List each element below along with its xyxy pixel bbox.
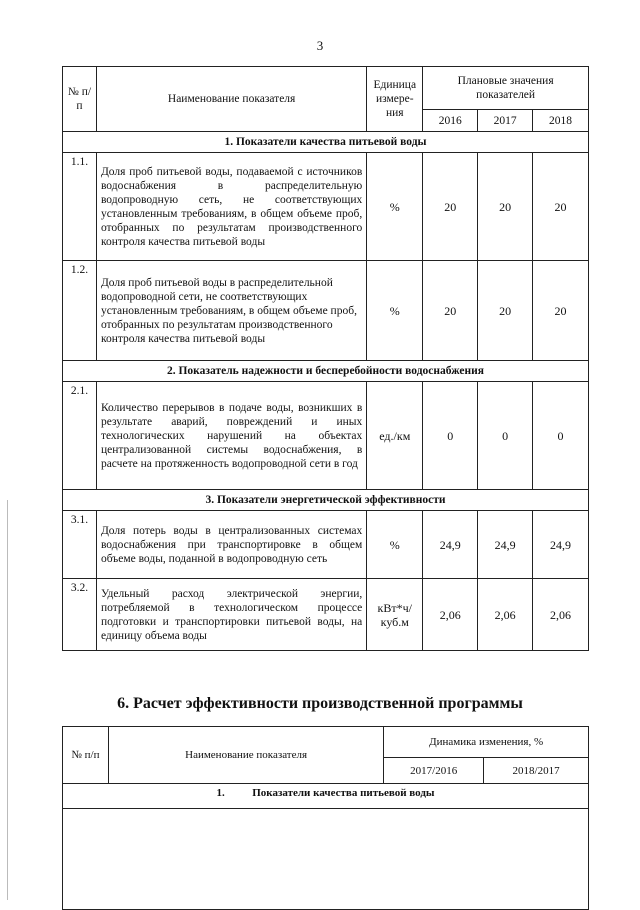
header-num: № п/п: [63, 67, 97, 132]
row-num: 1.1.: [63, 153, 97, 261]
plan-indicators-table: [62, 66, 589, 651]
section-title: 3. Показатели энергетической эффективности: [63, 490, 589, 511]
header-name: Наименование показателя: [108, 727, 383, 784]
header-year: 2017: [478, 110, 533, 132]
header-year: 2016: [423, 110, 478, 132]
header-dynamics: Динамика изменения, %: [384, 727, 589, 758]
header-period: 2017/2016: [384, 758, 484, 784]
header-num: № п/п: [63, 727, 109, 784]
unit-cell: %: [367, 153, 423, 261]
unit-cell: кВт*ч/ куб.м: [367, 579, 423, 651]
value-cell: 2,06: [423, 579, 478, 651]
header-year: 2018: [533, 110, 589, 132]
section-title: 2. Показатель надежности и бесперебойности водоснабжения: [63, 361, 589, 382]
value-cell: 20: [533, 261, 589, 361]
value-cell: 0: [478, 382, 533, 490]
value-cell: 24,9: [478, 511, 533, 579]
section-title: 1. Показатели качества питьевой воды: [63, 132, 589, 153]
header-name: Наименование показателя: [96, 67, 366, 132]
unit-cell: %: [367, 511, 423, 579]
indicator-name: Доля потерь воды в централизованных системах водоснабжения при транспортировке в общем объеме воды, поданной в водопроводную сеть: [96, 511, 366, 579]
scan-margin-line: [7, 500, 8, 900]
value-cell: 20: [478, 261, 533, 361]
indicator-name: Доля проб питьевой воды в распределительной водопроводной сети, не соответствующих установленным требованиям, в общем объеме проб, отобранных по результатам производственного контроля качества питьевой воды: [96, 261, 366, 361]
value-cell: 24,9: [533, 511, 589, 579]
table-continuation: [63, 809, 589, 910]
value-cell: 0: [423, 382, 478, 490]
value-cell: 20: [423, 153, 478, 261]
value-cell: 20: [533, 153, 589, 261]
value-cell: 0: [533, 382, 589, 490]
value-cell: 24,9: [423, 511, 478, 579]
indicator-name: Количество перерывов в подаче воды, возникших в результате аварий, повреждений и иных технологических нарушений на объектах централизованной системы водоснабжения, в расчете на протяженность водопроводной сети в год: [96, 382, 366, 490]
unit-cell: ед./км: [367, 382, 423, 490]
row-num: 3.1.: [63, 511, 97, 579]
row-num: 1.2.: [63, 261, 97, 361]
indicator-name: Доля проб питьевой воды, подаваемой с источников водоснабжения в распределительную водопроводную сеть, не соответствующих установленным требованиям, в общем объеме проб, отобранных по результатам производственного контроля качества питьевой воды: [96, 153, 366, 261]
section-heading: 6. Расчет эффективности производственной программы: [117, 695, 523, 712]
row-num: 2.1.: [63, 382, 97, 490]
row-num: 3.2.: [63, 579, 97, 651]
page-number: 3: [316, 38, 324, 53]
value-cell: 20: [478, 153, 533, 261]
indicator-name: Удельный расход электрической энергии, потребляемой в технологическом процессе подготовки и транспортировки питьевой воды, на единицу объема воды: [96, 579, 366, 651]
value-cell: 2,06: [478, 579, 533, 651]
unit-cell: %: [367, 261, 423, 361]
header-unit: Единица измере-ния: [367, 67, 423, 132]
section-title: 1. Показатели качества питьевой воды: [63, 784, 589, 809]
efficiency-table: [62, 726, 589, 910]
value-cell: 20: [423, 261, 478, 361]
value-cell: 2,06: [533, 579, 589, 651]
header-plan: Плановые значения показателей: [423, 67, 589, 110]
header-period: 2018/2017: [484, 758, 589, 784]
